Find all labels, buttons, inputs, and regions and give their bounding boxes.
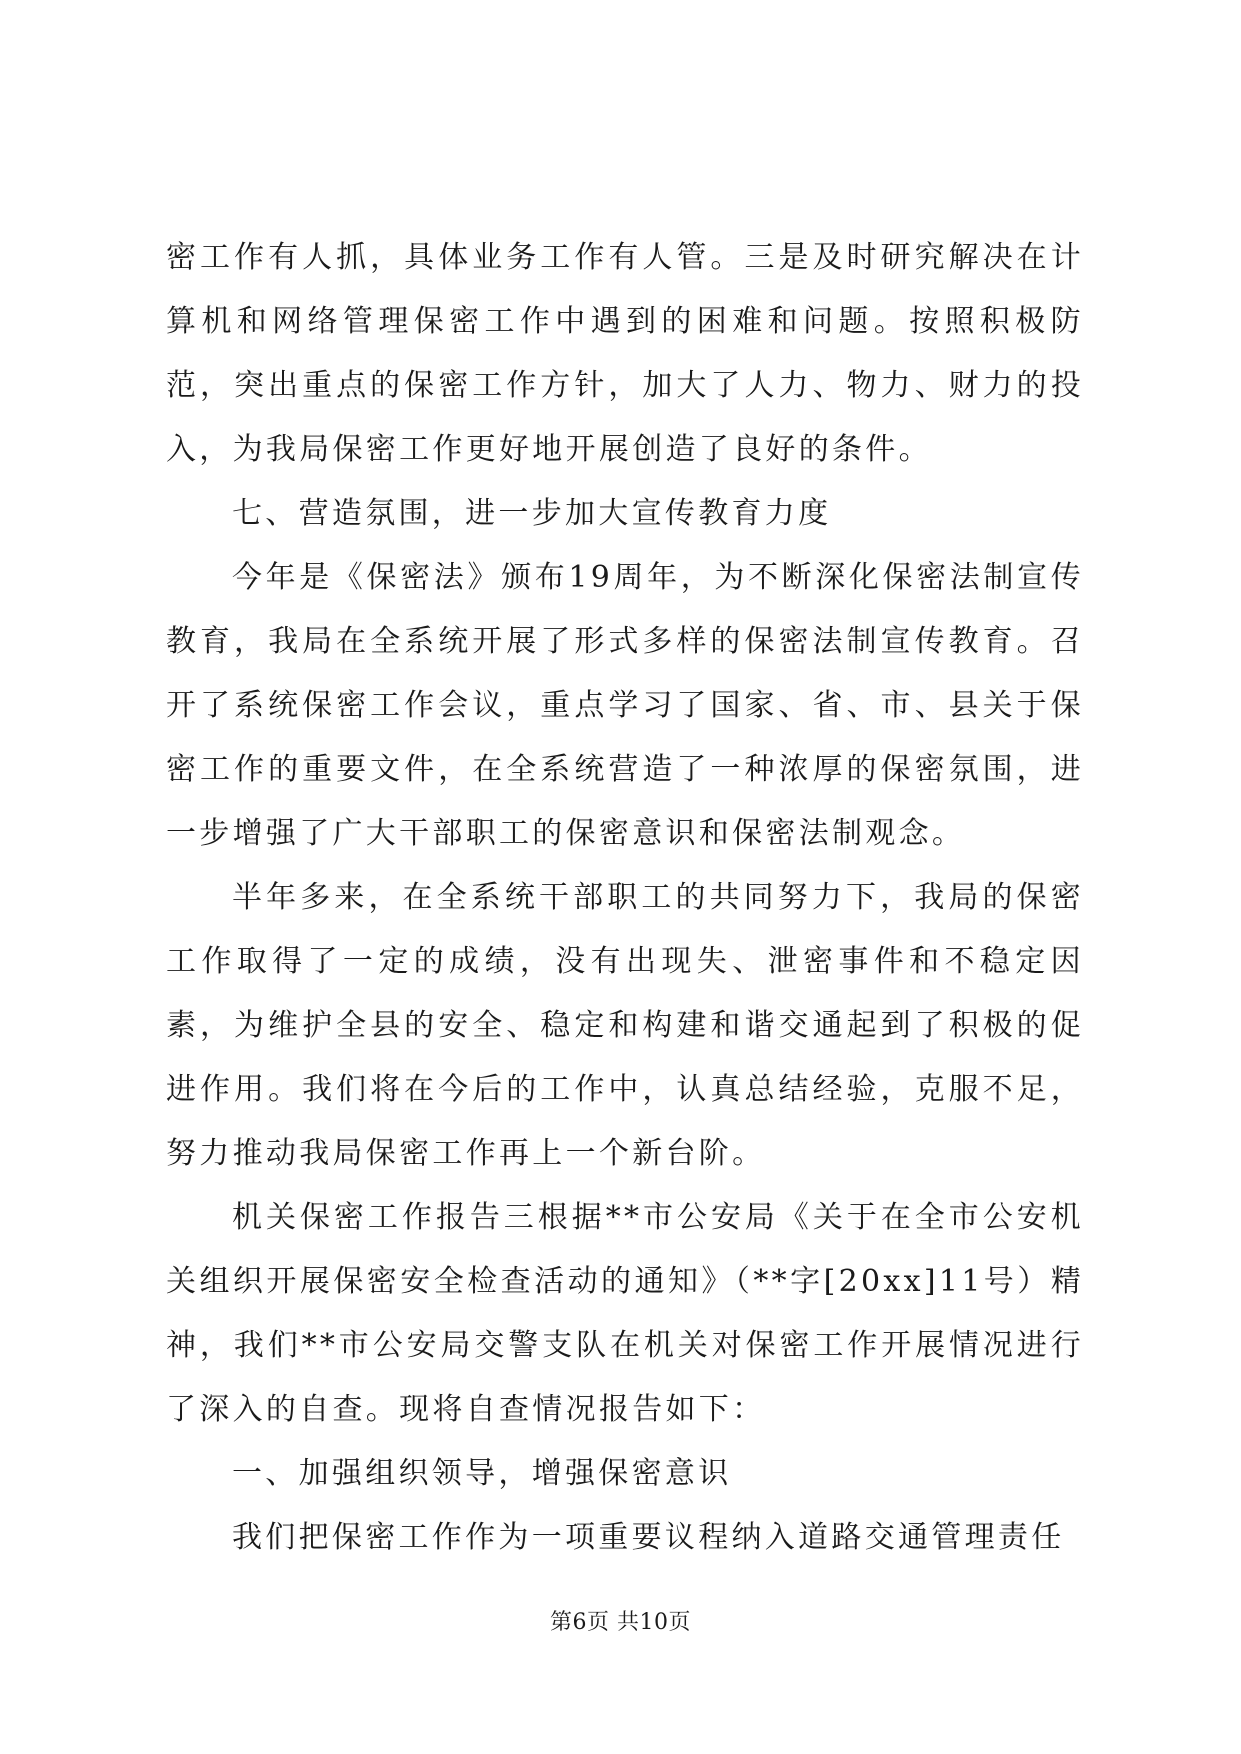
paragraph: 半年多来，在全系统干部职工的共同努力下，我局的保密工作取得了一定的成绩，没有出现失、泄密事件和不稳定因素，为维护全县的安全、稳定和构建和谐交通起到了积极的促进作用。我们将在今后的工作中，认真总结经验，克服不足，努力推动我局保密工作再上一个新台阶。 (166, 880, 1084, 1171)
paragraph: 今年是《保密法》颁布19周年，为不断深化保密法制宣传教育，我局在全系统开展了形式多样的保密法制宣传教育。召开了系统保密工作会议，重点学习了国家、省、市、县关于保密工作的重要文件，在全系统营造了一种浓厚的保密氛围，进一步增强了广大干部职工的保密意识和保密法制观念。 (166, 560, 1084, 851)
page-number-footer: 第6页 共10页 (550, 1610, 691, 1635)
section-heading-seven: 七、营造氛围，进一步加大宣传教育力度 (232, 496, 832, 531)
paragraph-continuation: 密工作有人抓，具体业务工作有人管。三是及时研究解决在计算机和网络管理保密工作中遇到的困难和问题。按照积极防范，突出重点的保密工作方针，加大了人力、物力、财力的投入，为我局保密工作更好地开展创造了良好的条件。 (166, 240, 1084, 467)
paragraph: 我们把保密工作作为一项重要议程纳入道路交通管理责任 (232, 1520, 1065, 1555)
section-heading-one: 一、加强组织领导，增强保密意识 (232, 1456, 732, 1491)
paragraph: 机关保密工作报告三根据**市公安局《关于在全市公安机关组织开展保密安全检查活动的通知》（**字[20xx]11号）精神，我们**市公安局交警支队在机关对保密工作开展情况进行了深入的自查。现将自查情况报告如下： (166, 1200, 1084, 1427)
document-body (166, 226, 1084, 1570)
